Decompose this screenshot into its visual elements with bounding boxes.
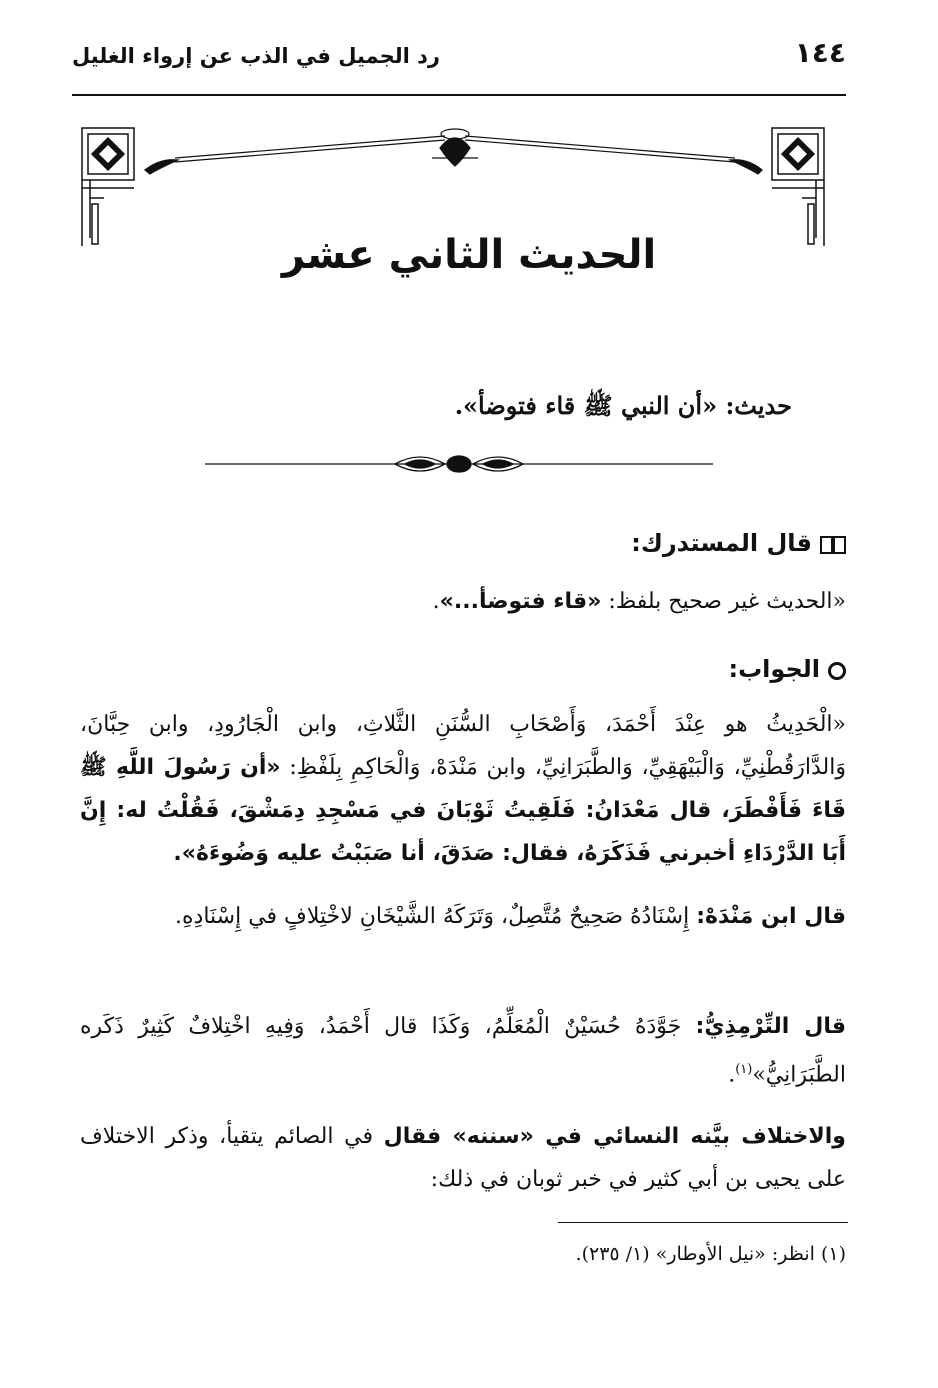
answer-p3-end: . — [728, 1062, 736, 1088]
answer-paragraph-3 — [80, 1005, 846, 1096]
circle-bullet-icon — [828, 662, 846, 680]
answer-p4-text: في الصائم يتقيأ، وذكر الاختلاف على يحيى بن أبي كثير في خبر ثوبان في ذلك: — [80, 1124, 846, 1192]
header-rule — [72, 94, 846, 96]
answer-p1-text: «الْحَدِيثُ هو عِنْدَ أَحْمَدَ، وَأَصْحَابِ السُّنَنِ الثَّلاثِ، وابن الْجَارُودِ، وابن حِبَّانَ، وَالدَّارَقُطْنِيِّ، وَالْبَيْهَقِيِّ، وَالطَّبَرَانِيِّ، وابن مَنْدَهْ، وَالْحَاكِمِ بِلَفْظِ: — [80, 712, 847, 780]
footnote-number: (١) — [820, 1243, 846, 1265]
answer-paragraph-2 — [80, 895, 846, 938]
answer-p3-text: جَوَّدَهُ حُسَيْنٌ الْمُعَلِّمُ، وَكَذَا قال أَحْمَدُ، وَفِيهِ اخْتِلافٌ كَثِيرٌ ذَكَره الطَّبَرَانِيُّ» — [80, 1014, 846, 1088]
answer-heading-line — [80, 648, 846, 692]
mustadrik-quote — [300, 580, 846, 623]
section-separator — [205, 444, 713, 484]
hadith-line: حديث: «أن النبي ﷺ قاء فتوضأ». — [454, 391, 792, 420]
running-title: رد الجميل في الذب عن إرواء الغليل — [72, 44, 441, 68]
open-book-icon — [820, 535, 846, 555]
footnote — [80, 1236, 846, 1272]
chapter-title: الحديث الثاني عشر — [281, 232, 657, 278]
mustadrik-quote-end: . — [432, 589, 440, 614]
answer-paragraph-4 — [80, 1115, 846, 1201]
answer-p2-label: قال ابن مَنْدَهْ: — [696, 904, 846, 929]
footnote-rule — [558, 1222, 848, 1223]
answer-paragraph-1 — [80, 703, 846, 875]
mustadrik-heading-line — [80, 522, 846, 566]
page-header — [72, 30, 846, 90]
mustadrik-quote-start: «الحديث غير صحيح بلفظ: — [601, 589, 846, 614]
footnote-text: انظر: «نيل الأوطار» (١/ ٢٣٥). — [575, 1243, 815, 1265]
footnote-reference[interactable]: (١) — [735, 1062, 753, 1077]
answer-heading: الجواب: — [728, 655, 820, 683]
answer-p4-bold: والاختلاف بيَّنه النسائي في «سننه» فقال — [383, 1124, 846, 1149]
top-rope-ornament — [145, 129, 762, 174]
answer-p2-text: إِسْنَادُهُ صَحِيحٌ مُتَّصِلٌ، وَتَرَكَهُ الشَّيْخَانِ لاخْتِلافٍ في إِسْنَادِهِ. — [175, 904, 697, 929]
answer-p1-quote: «أن رَسُولَ اللَّهِ ﷺ قَاءَ فَأَفْطَرَ، قال مَعْدَانُ: فَلَقِيتُ ثَوْبَانَ في مَسْجِدِ دِمَشْقَ، فَقُلْتُ له: إِنَّ أَبَا الدَّرْدَاءِ أخبرني فَذَكَرَهُ، فقال: صَدَقَ، أنا صَبَبْتُ عليه وَضُوءَهُ». — [80, 755, 846, 866]
answer-p3-label: قال التِّرْمِذِيُّ: — [695, 1014, 846, 1039]
right-corner-ornament — [772, 128, 824, 246]
mustadrik-quote-bold: «قاء فتوضأ...» — [439, 589, 602, 614]
page-number: ١٤٤ — [794, 36, 846, 69]
left-corner-ornament — [82, 128, 134, 246]
mustadrik-heading: قال المستدرك: — [631, 529, 812, 557]
